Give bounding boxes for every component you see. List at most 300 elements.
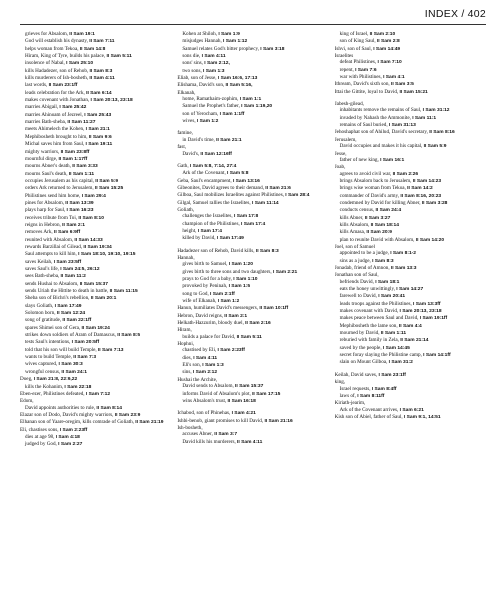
scripture-reference: II Sam 3:27: [364, 215, 391, 221]
index-subentry: [20, 244, 171, 251]
entry-text: sins,: [182, 369, 193, 376]
entry-text: sees Bath-sheba,: [25, 273, 61, 280]
scripture-reference: II Sam 11:15: [109, 289, 138, 295]
index-subentry: [20, 317, 171, 324]
scripture-reference: II Sam 5:11: [106, 54, 132, 60]
scripture-reference: II Sam 20:1: [90, 296, 117, 302]
index-subentry: [20, 325, 171, 332]
entry-text: Geba, Saul's encampment,: [177, 177, 233, 184]
index-subentry: [335, 359, 486, 366]
index-subentry: [335, 258, 486, 265]
entry-text: Hophni,: [177, 341, 195, 348]
scripture-reference: I Sam 4:1: [383, 75, 405, 81]
scripture-reference: I Sam 25:10: [66, 61, 94, 67]
entry-text: in David's time,: [182, 136, 217, 143]
entry-text: appointed to be a judge,: [339, 250, 391, 257]
entry-text: kills the Kohanim,: [25, 383, 65, 390]
scripture-reference: II Sam 18:14: [370, 222, 399, 228]
entry-text: Gilboa, Saul mobilizes Israelites against Philistines,: [177, 192, 286, 199]
entry-text: makes covenant with Jonathan,: [25, 97, 91, 104]
index-subentry: [20, 266, 171, 273]
scripture-reference: I Sam 2:23ff: [59, 427, 88, 433]
index-subentry: [20, 259, 171, 266]
scripture-reference: II Sam 1:17ff: [58, 156, 88, 162]
entry-text: grieves for Absalom,: [25, 31, 70, 37]
scripture-reference: I Sam 1:9: [218, 32, 240, 37]
entry-text: told that his son will build Temple,: [25, 346, 98, 353]
entry-text: Hebron, David reigns,: [177, 312, 225, 319]
scripture-reference: I Sam 28:4: [285, 193, 310, 199]
entry-text: Helkath-Hazzurim, bloody duel,: [177, 320, 246, 327]
scripture-reference: I Sam 25:42: [59, 105, 87, 111]
index-subentry: [177, 391, 328, 398]
index-subentry: [335, 193, 486, 200]
scripture-reference: I Sam 20:41: [378, 294, 406, 300]
entry-text: condemned by David for killing Abner,: [339, 199, 422, 206]
entry-text: marries Bath-sheba,: [25, 119, 68, 126]
entry-text: father of new king,: [339, 156, 381, 163]
entry-text: wants to build Temple,: [25, 354, 74, 361]
scripture-reference: I Sam 19:11: [85, 142, 113, 148]
index-subentry: [335, 200, 486, 207]
index-entry: [335, 46, 486, 53]
index-entry: [177, 185, 328, 192]
entry-text: Solomon born,: [25, 310, 57, 317]
scripture-reference: II Sam 21:1: [216, 137, 242, 143]
entry-text: mourns Abner's death,: [25, 163, 73, 170]
entry-text: marries Abigail,: [25, 104, 60, 111]
scripture-reference: II Sam 19:34: [83, 244, 112, 250]
entry-text: son of King Saul,: [339, 38, 377, 45]
scripture-reference: II Sam 3:5: [390, 82, 414, 88]
index-subentry: [20, 354, 171, 361]
index-entry: [177, 192, 328, 199]
entry-text: Ark of the Covenant arrives,: [339, 406, 400, 413]
scripture-reference: II Sam 21:6: [265, 185, 291, 191]
scripture-reference: II Sam 21:16: [264, 418, 293, 424]
scripture-reference: I Sam 8:3: [372, 258, 394, 264]
scripture-reference: II Sam 5:9: [95, 178, 119, 184]
scripture-reference: II Sam 3:33: [72, 164, 98, 170]
entry-text: Ichabod, son of Phinehas,: [177, 410, 232, 417]
entry-text: wins Absalom's trust,: [182, 397, 228, 404]
scripture-reference: I Sam 20:13, 23:18: [399, 309, 442, 315]
entry-text: Hiram, King of Tyre, builds his palace,: [25, 53, 107, 60]
scripture-reference: I Sam 7:12: [85, 391, 111, 397]
scripture-reference: II Sam 14:8: [79, 46, 106, 52]
index-subentry: [335, 293, 486, 300]
index-subentry: [335, 237, 486, 244]
scripture-reference: I Sam 1:10: [233, 277, 258, 282]
index-subentry: [335, 207, 486, 214]
index-subentry: [177, 347, 328, 354]
entry-text: rewards Barzillai of Gilead,: [25, 243, 84, 250]
index-subentry: [335, 59, 486, 66]
entry-text: invaded by Nahash the Ammonite,: [339, 114, 413, 121]
scripture-reference: I Sam 7:10: [377, 60, 402, 66]
entry-text: leads celebration for the Ark,: [25, 89, 87, 96]
entry-text: provoked by Peninah,: [182, 283, 229, 290]
scripture-reference: I Sam 11:14: [252, 200, 279, 206]
scripture-reference: I Sam 17:4: [241, 221, 266, 227]
scripture-reference: I Sam 5:8: [227, 171, 249, 177]
index-column-1: [20, 31, 171, 592]
scripture-reference: I Sam 13:16: [232, 178, 260, 184]
index-entry: [20, 427, 171, 434]
index-subentry: [20, 384, 171, 391]
entry-text: Samuel relates God's bitter prophecy,: [182, 45, 261, 52]
scripture-reference: I Sam 20:13, 23:18: [90, 98, 133, 104]
scripture-reference: II Sam 19:24: [81, 325, 110, 331]
index-subentry: [20, 178, 171, 185]
entry-text: Jabesh-gilead,: [334, 101, 364, 108]
entry-text: Jesse,: [334, 150, 347, 157]
index-subentry: [335, 107, 486, 114]
index-subentry: [177, 298, 328, 305]
index-subentry: [20, 185, 171, 192]
scripture-reference: II Sam 2:1: [224, 313, 248, 319]
entry-text: Ish-bosheth,: [177, 424, 203, 431]
index-subentry: [335, 393, 486, 400]
scripture-reference: II Sam 4:11: [89, 76, 115, 82]
scripture-reference: I Sam 24:5, 26:12: [60, 267, 100, 272]
entry-text: tests Saul's intentions,: [25, 339, 72, 346]
entry-text: removes Ark,: [25, 229, 54, 236]
scripture-reference: I Sam 29:4: [81, 193, 106, 199]
scripture-reference: I Sam 3:18: [260, 46, 285, 52]
entry-text: Ishvi, son of Saul,: [334, 45, 374, 52]
index-subentry: [20, 441, 171, 448]
scripture-reference: I Sam 1:1: [239, 97, 262, 103]
index-subentry: [20, 149, 171, 156]
entry-text: mourns Saul's death,: [25, 170, 69, 177]
index-subentry: [177, 118, 328, 125]
index-subentry: [335, 308, 486, 315]
entry-text: Saul attempts to kill him,: [25, 251, 79, 258]
entry-text: David sends to Absalom,: [182, 383, 236, 390]
scripture-reference: I Sam 30:3: [58, 362, 83, 368]
index-subentry: [20, 126, 171, 133]
entry-text: Joab,: [334, 164, 346, 171]
entry-text: laws of,: [339, 392, 358, 399]
index-subentry: [20, 369, 171, 376]
entry-text: prays to God for a baby,: [182, 276, 234, 282]
entry-text: Elkanah,: [177, 89, 196, 96]
entry-text: Jehoshaphat son of Ahilud, David's secretary,: [334, 129, 430, 136]
entry-text: gives birth to three sons and two daughters,: [182, 268, 273, 275]
index-subentry: [177, 31, 328, 38]
index-entry: [335, 81, 486, 88]
scripture-reference: II Sam 3:28: [421, 200, 448, 206]
scripture-reference: I Sam 7:6: [355, 67, 377, 73]
entry-text: conducts census,: [339, 207, 376, 214]
scripture-reference: II Sam 7:13: [97, 347, 124, 353]
entry-text: Israel requests,: [339, 385, 372, 392]
index-subentry: [335, 250, 486, 257]
entry-text: Sheba son of Bichri's rebellion,: [25, 295, 91, 302]
index-subentry: [177, 235, 328, 242]
entry-text: helps woman from Tekoa,: [25, 45, 80, 52]
scripture-reference: I Sam 8:11ff: [357, 393, 385, 399]
scripture-reference: I Sam 2:12,: [204, 61, 230, 67]
scripture-reference: II Sam 22:1ff: [62, 318, 92, 324]
index-subentry: [20, 193, 171, 200]
index-subentry: [20, 46, 171, 53]
index-subentry: [20, 60, 171, 67]
entry-text: king of Israel,: [339, 31, 370, 37]
entry-text: Ittai the Gittite, loyal to David,: [334, 88, 400, 95]
entry-text: gives birth to Samuel,: [182, 261, 229, 268]
index-subentry: [177, 369, 328, 376]
entry-text: dies at age 98,: [25, 433, 56, 440]
entry-text: king,: [334, 379, 346, 386]
scripture-reference: II Sam 15:37: [79, 281, 108, 287]
scripture-reference: I Sam 5:8, 7:14, 27:4: [189, 163, 237, 169]
entry-text: David's,: [182, 150, 201, 157]
index-entry: [335, 414, 486, 421]
index-subentry: [20, 90, 171, 97]
index-subentry: [20, 303, 171, 310]
scripture-reference: I Sam 13:3ff: [413, 301, 441, 307]
index-subentry: [335, 315, 486, 322]
entry-text: befriends David,: [339, 278, 376, 285]
scripture-reference: II Sam 13:3: [390, 266, 417, 271]
entry-text: kills Absalom,: [339, 221, 371, 228]
index-entry: [177, 200, 328, 207]
scripture-reference: I Sam 22:18: [64, 384, 92, 390]
index-subentry: [20, 405, 171, 412]
scripture-reference: II Sam 1:11: [380, 331, 407, 337]
section-title: INDEX: [424, 8, 459, 20]
entry-text: Michal saves him from Saul,: [25, 141, 86, 148]
scripture-reference: II Sam 8:5: [117, 333, 141, 339]
index-subentry: [335, 222, 486, 229]
index-subentry: [177, 38, 328, 45]
entry-text: commander of David's army,: [339, 192, 401, 199]
entry-text: Israelites: [334, 53, 354, 60]
scripture-reference: II Sam 5:16,: [225, 83, 253, 89]
entry-text: wives captured,: [25, 361, 59, 368]
entry-text: reigns in Hebron,: [25, 221, 63, 228]
scripture-reference: II Sam 4:11: [237, 439, 263, 445]
index-subentry: [20, 97, 171, 104]
entry-text: sins as a judge,: [339, 257, 373, 264]
entry-text: misjudges Hannah,: [182, 38, 224, 45]
entry-text: Eli, chastises sons,: [20, 426, 60, 433]
entry-text: song to God,: [182, 290, 211, 297]
entry-text: defeat Philistines,: [339, 59, 378, 66]
scripture-reference: II Sam 14:2: [407, 186, 433, 192]
scripture-reference: I Sam 1:20: [228, 262, 253, 268]
scripture-reference: I Sam 2:21: [273, 269, 298, 275]
entry-text: wife of Elkanah,: [182, 298, 218, 305]
entry-text: David occupies and makes it his capital,: [339, 143, 424, 150]
scripture-reference: I Sam 1:2: [196, 119, 219, 125]
entry-text: Kish son of Abiel, father of Saul,: [334, 413, 404, 420]
scripture-reference: I Sam 25:43: [84, 112, 112, 118]
scripture-reference: I Sam 20:5ff: [71, 340, 100, 346]
index-entry: [177, 75, 328, 82]
scripture-reference: I Sam 23:1ff: [378, 372, 406, 378]
scripture-reference: I Sam 8:4ff: [371, 386, 397, 392]
entry-text: Kohen at Shiloh,: [182, 31, 219, 37]
entry-text: saves Saul's life,: [25, 266, 61, 272]
entry-text: saves Keilah,: [25, 258, 54, 265]
index-subentry: [20, 222, 171, 229]
index-entry: [335, 89, 486, 96]
entry-text: reunited with Absalom,: [25, 236, 75, 243]
entry-text: Mephibosheth the lame son,: [339, 322, 399, 329]
index-subentry: [20, 215, 171, 222]
entry-text: kills murderers of Ish-bosheth,: [25, 75, 90, 82]
scripture-reference: II Sam 13:39: [65, 200, 94, 206]
entry-text: slays Goliath,: [25, 302, 55, 309]
scripture-reference: II Sam 24:1: [61, 369, 87, 375]
index-subentry: [335, 279, 486, 286]
scripture-reference: II Sam 8:14: [96, 405, 122, 411]
index-subentry: [20, 68, 171, 75]
entry-text: Hushai the Archite,: [177, 376, 218, 383]
entry-text: sends Uriah the Hittite to death in battle,: [25, 288, 110, 295]
entry-text: secret foray slaying the Philistine camp,: [339, 352, 424, 359]
entry-text: Philistines send him home,: [25, 192, 82, 199]
index-entry: [177, 82, 328, 89]
entry-text: plays harp for Saul,: [25, 207, 67, 214]
entry-text: God will establish his dynasty,: [25, 38, 90, 45]
scripture-reference: II Sam 9:6: [88, 134, 112, 140]
scripture-reference: II Sam 11:2: [60, 274, 86, 280]
entry-text: farewell to David,: [339, 293, 379, 300]
scripture-reference: II Sam 2:8: [376, 39, 400, 45]
index-subentry: [177, 431, 328, 438]
scripture-reference: I Sam 31:12: [422, 108, 450, 114]
index-subentry: [335, 229, 486, 236]
scripture-reference: I Sam 18:10, 19:10, 19:15: [78, 252, 136, 258]
scripture-reference: II Sam 3:7: [214, 432, 238, 438]
index-subentry: [20, 229, 171, 236]
index-subentry: [20, 207, 171, 214]
entry-text: orders Ark returned to Jerusalem,: [25, 185, 95, 192]
index-subentry: [177, 276, 328, 283]
scripture-reference: I Sam 1:19,20: [241, 104, 273, 110]
entry-text: remains of Saul buried,: [339, 122, 389, 129]
index-subentry: [177, 111, 328, 118]
entry-text: Samuel the Prophet's father,: [182, 103, 242, 110]
index-subentry: [20, 141, 171, 148]
entry-text: strikes down soldiers of Aram of Damascus,: [25, 332, 118, 339]
scripture-reference: II Sam 5:9: [423, 144, 447, 150]
index-entry: [20, 391, 171, 398]
index-subentry: [20, 237, 171, 244]
index-entry: [177, 410, 328, 417]
entry-text: eats the honey unwittingly,: [339, 286, 397, 293]
index-subentry: [335, 143, 486, 150]
index-subentry: [335, 74, 486, 81]
index-subentry: [177, 334, 328, 341]
index-subentry: [20, 31, 171, 38]
index-subentry: [177, 291, 328, 298]
entry-text: wrongful census,: [25, 368, 62, 375]
index-subentry: [177, 46, 328, 53]
scripture-reference: II Sam 5:11: [236, 334, 262, 340]
scripture-reference: II Sam 2:1: [62, 222, 85, 228]
entry-text: two sons,: [182, 67, 204, 74]
entry-text: Ark of the Covenant,: [182, 170, 228, 177]
index-subentry: [177, 151, 328, 158]
index-entry: [177, 305, 328, 312]
scripture-reference: II Sam 17:15: [252, 391, 281, 397]
scripture-reference: II Sam 8:3: [255, 248, 279, 254]
entry-text: mourned by David,: [339, 330, 381, 337]
entry-text: Ithream, David's sixth son,: [334, 81, 391, 88]
entry-text: Elazar son of Dodo, David's mighty warriors,: [20, 411, 115, 418]
index-subentry: [20, 361, 171, 368]
entry-text: sons die,: [182, 53, 202, 60]
scripture-reference: II Sam 15:25: [94, 186, 124, 192]
entry-text: last words,: [25, 82, 49, 89]
index-subentry: [335, 171, 486, 178]
index-subentry: [20, 434, 171, 441]
entry-text: height,: [182, 227, 198, 234]
index-subentry: [335, 157, 486, 164]
index-subentry: [177, 261, 328, 268]
index-subentry: [177, 137, 328, 144]
scripture-reference: II Sam 8:16: [429, 130, 455, 136]
entry-text: Jerusalem,: [334, 136, 357, 143]
index-subentry: [177, 221, 328, 228]
scripture-reference: I Sam 6:21: [399, 407, 424, 413]
scripture-reference: I Sam 1:5: [228, 284, 251, 290]
entry-text: Hannah,: [177, 254, 195, 261]
scripture-reference: II Sam 6:9ff: [53, 230, 81, 236]
scripture-reference: I Sam 31:2: [388, 360, 413, 366]
entry-text: Eliab, son of Jesse,: [177, 75, 218, 82]
scripture-reference: I Sam 21:1: [85, 127, 110, 133]
scripture-reference: I Sam 16:1: [380, 157, 405, 163]
header-rule: [20, 24, 486, 25]
scripture-reference: I Sam 1:12: [223, 39, 248, 45]
scripture-reference: II Sam 16:18: [227, 398, 256, 404]
entry-text: kills Abner,: [339, 214, 365, 221]
index-column-3: [335, 31, 486, 592]
index-subentry: [177, 269, 328, 276]
scripture-reference: I Sam 31:13: [388, 123, 416, 129]
entry-text: Hanun, humiliates David's messengers,: [177, 305, 260, 312]
entry-text: inhabitants remove the remains of Saul,: [339, 107, 423, 114]
entry-text: Goliath,: [177, 206, 195, 213]
entry-text: champion of the Philistines,: [182, 220, 242, 227]
running-header: [425, 8, 486, 20]
header-separator: /: [461, 8, 465, 20]
index-subentry: [177, 355, 328, 362]
index-subentry: [335, 215, 486, 222]
scripture-reference: II Sam 11:27: [67, 120, 96, 126]
scripture-reference: II Sam 8:16, 20:23: [400, 193, 442, 199]
scripture-reference: II Sam 7:3: [73, 355, 97, 361]
entry-text: Doeg,: [20, 376, 34, 383]
entry-text: accuses Abner,: [182, 431, 215, 438]
scripture-reference: II Sam 4:4: [398, 323, 422, 329]
scripture-reference: I Sam 1:2: [217, 299, 240, 305]
index-entry: [177, 418, 328, 425]
entry-text: Kiriath-jearim,: [334, 400, 366, 407]
scripture-reference: II Sam 12:24: [56, 311, 86, 317]
index-subentry: [20, 295, 171, 302]
scripture-reference: II Sam 12:16ff: [200, 151, 232, 157]
index-subentry: [335, 301, 486, 308]
index-subentry: [20, 332, 171, 339]
scripture-reference: I Sam 8:1-2: [390, 251, 417, 257]
